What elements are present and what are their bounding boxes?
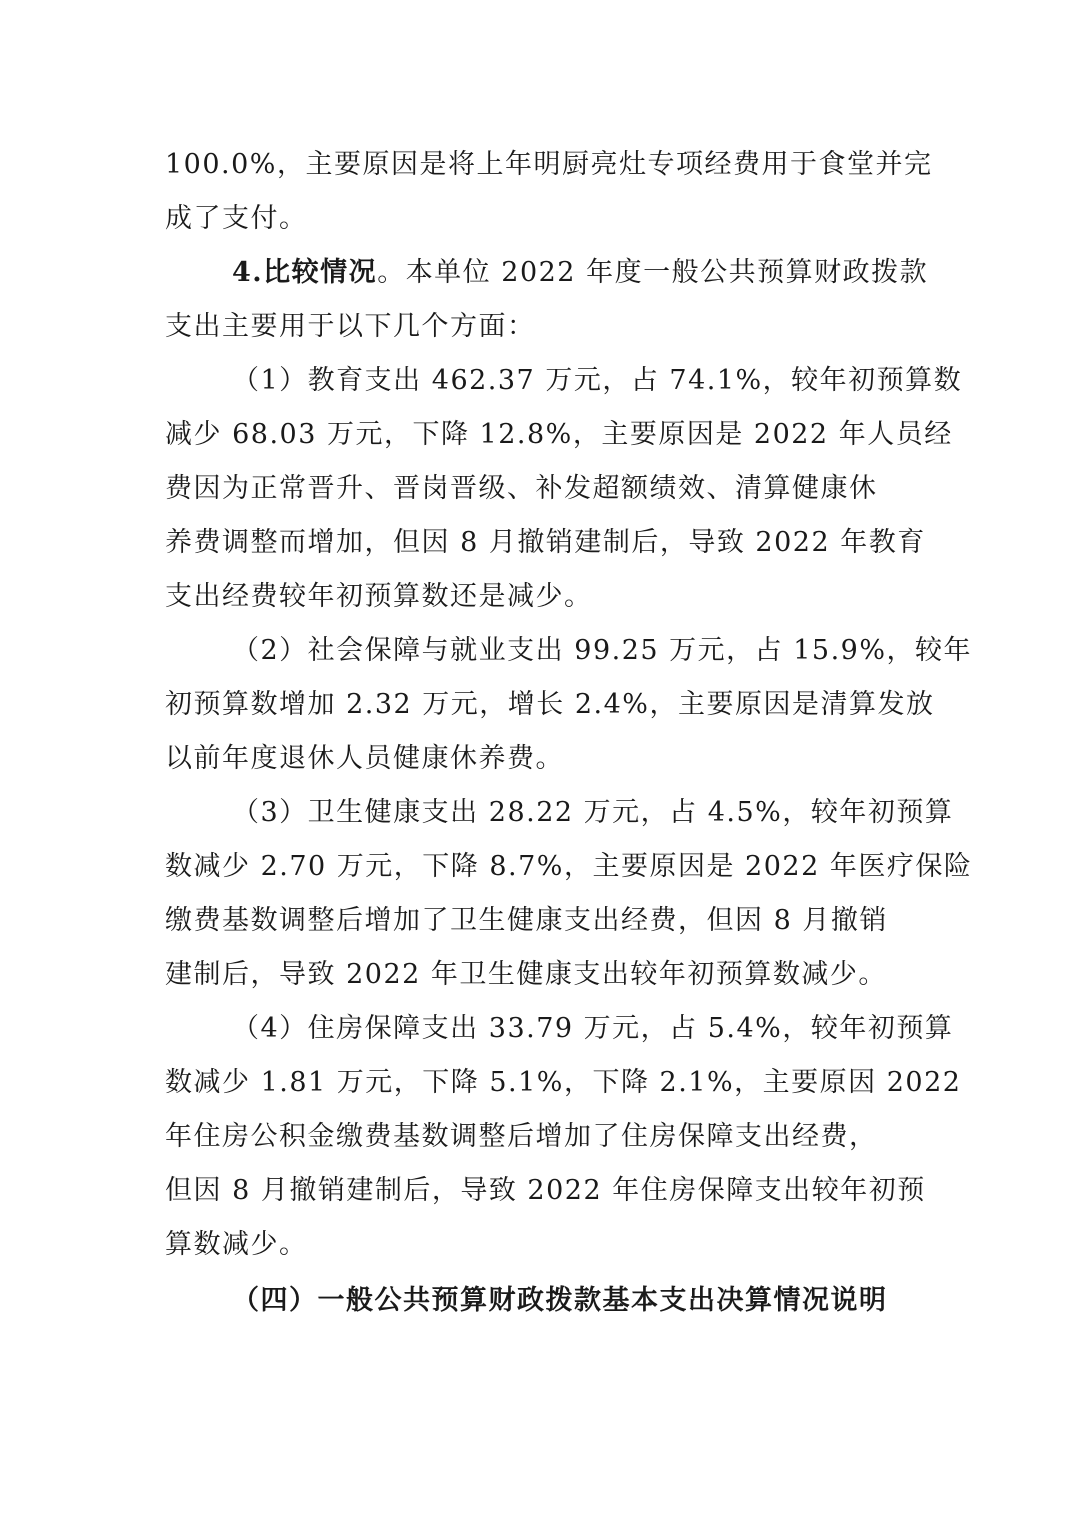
paragraph-line: 费因为正常晋升、晋岗晋级、补发超额绩效、清算健康休 <box>165 473 878 504</box>
paragraph-line: 初预算数增加 2.32 万元，增长 2.4%，主要原因是清算发放 <box>165 689 935 720</box>
item-2-first-line: （2）社会保障与就业支出 99.25 万元，占 15.9%，较年 <box>232 635 972 666</box>
subsection-heading: （四）一般公共预算财政拨款基本支出决算情况说明 <box>232 1285 888 1316</box>
section-heading-comparison: 4.比较情况 <box>232 257 378 288</box>
paragraph-line: 成了支付。 <box>165 203 308 234</box>
paragraph-line: 支出主要用于以下几个方面： <box>165 311 536 342</box>
heading-period: 。 <box>377 257 406 288</box>
paragraph-line: 数减少 1.81 万元，下降 5.1%，下降 2.1%，主要原因 2022 <box>165 1067 962 1098</box>
item-1-first-line: （1）教育支出 462.37 万元，占 74.1%，较年初预算数 <box>232 365 963 396</box>
paragraph-line: 100.0%，主要原因是将上年明厨亮灶专项经费用于食堂并完 <box>165 149 933 180</box>
paragraph-line: 年住房公积金缴费基数调整后增加了住房保障支出经费， <box>165 1121 878 1152</box>
comparison-paragraph-first-line <box>232 256 992 290</box>
paragraph-line: 以前年度退休人员健康休养费。 <box>165 743 564 774</box>
paragraph-line: 养费调整而增加，但因 8 月撤销建制后，导致 2022 年教育 <box>165 527 926 558</box>
paragraph-text: 本单位 2022 年度一般公共预算财政拨款 <box>405 257 929 288</box>
paragraph-line: 算数减少。 <box>165 1229 308 1260</box>
paragraph-line: 数减少 2.70 万元，下降 8.7%，主要原因是 2022 年医疗保险 <box>165 851 973 882</box>
item-4-first-line: （4）住房保障支出 33.79 万元，占 5.4%，较年初预算 <box>232 1013 954 1044</box>
paragraph-line: 但因 8 月撤销建制后，导致 2022 年住房保障支出较年初预 <box>165 1175 926 1206</box>
paragraph-line: 建制后，导致 2022 年卫生健康支出较年初预算数减少。 <box>165 959 887 990</box>
paragraph-line: 减少 68.03 万元，下降 12.8%，主要原因是 2022 年人员经 <box>165 419 953 450</box>
paragraph-line: 缴费基数调整后增加了卫生健康支出经费，但因 8 月撤销 <box>165 905 888 936</box>
item-3-first-line: （3）卫生健康支出 28.22 万元，占 4.5%，较年初预算 <box>232 797 954 828</box>
paragraph-line: 支出经费较年初预算数还是减少。 <box>165 581 593 612</box>
